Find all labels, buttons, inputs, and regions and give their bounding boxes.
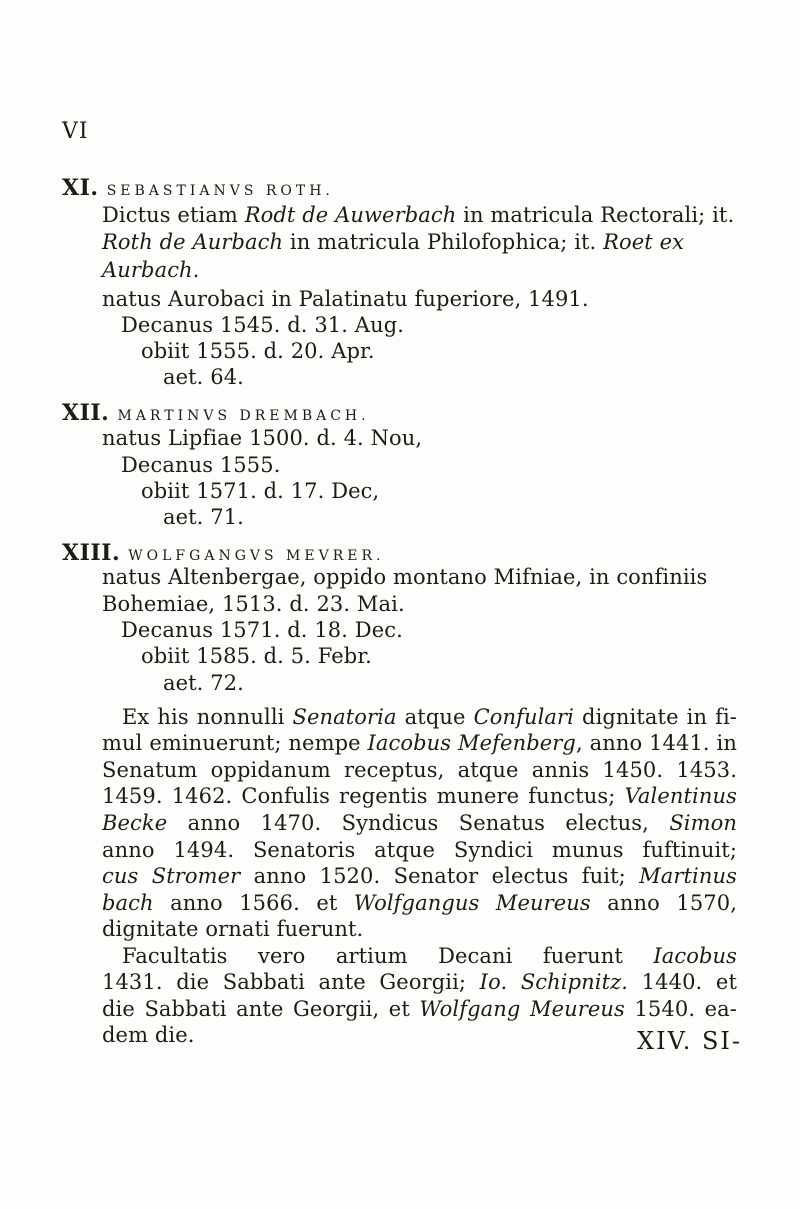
italic-run: Wolfgangus Meureus: [353, 891, 591, 915]
text-run: Decanus 1571. d. 18. Dec.: [121, 618, 403, 642]
entry-line: [102, 200, 734, 230]
text-run: in matricula Rectorali; it.: [456, 203, 735, 227]
entry-numeral: XII.: [62, 400, 118, 426]
entry-line: [163, 668, 244, 698]
entry-line: [102, 562, 707, 592]
text-run: aet. 71.: [163, 505, 244, 529]
text-run: aet. 72.: [163, 671, 244, 695]
text-run: anno 1520. Senator electus fuit;: [240, 864, 640, 888]
entry-name: MARTINVS DREMBACH.: [117, 408, 370, 424]
paragraph-line: [102, 781, 737, 811]
text-run: obiit 1571. d. 17. Dec,: [141, 479, 380, 503]
text-run: obiit 1585. d. 5. Febr.: [141, 644, 372, 668]
paragraph-line: [102, 1020, 195, 1050]
italic-run: Wolfgang Meureus: [419, 997, 625, 1021]
italic-run: Simon: [669, 811, 737, 835]
text-run: Decanus 1545. d. 31. Aug.: [121, 313, 405, 337]
text-run: anno 1566. et: [153, 891, 354, 915]
text-run: 1540. ea-: [624, 997, 737, 1021]
text-run: in matricula Philofophica; it.: [283, 230, 604, 254]
text-run: dignitate ornati fuerunt.: [102, 917, 364, 941]
text-run: aet. 64.: [163, 365, 244, 389]
text-run: 1440. et: [641, 970, 737, 994]
italic-run: cus Stromer: [102, 864, 241, 888]
text-run: natus Aurobaci in Palatinatu fuperiore, 1491.: [102, 287, 589, 311]
paragraph-line: [102, 861, 737, 891]
paragraph-line: [102, 994, 737, 1024]
italic-run: Becke: [102, 811, 168, 835]
italic-run: Aurbach.: [102, 258, 200, 282]
italic-run: Confulari: [473, 705, 574, 729]
text-run: dem die.: [102, 1023, 195, 1047]
italic-run: Rodt de Auwerbach: [244, 203, 457, 227]
text-run: natus Altenbergae, oppido montano Mifniae, in confiniis: [102, 565, 708, 589]
italic-run: Iacobus: [653, 944, 737, 968]
entry-line: [141, 641, 372, 671]
text-run: atque: [396, 705, 474, 729]
paragraph-line: [102, 914, 363, 944]
page-number: VI: [62, 119, 89, 144]
entry-line: [163, 362, 244, 392]
italic-run: Roet ex: [603, 230, 685, 254]
entry-name: SEBASTIANVS ROTH.: [106, 183, 334, 199]
text-run: dignitate in fi-: [574, 705, 737, 729]
entry-line: [163, 502, 244, 532]
entry-line: [102, 423, 422, 453]
italic-run: Io. Schipnitz.: [479, 970, 629, 994]
text-run: anno 1470. Syndicus Senatus electus,: [167, 811, 670, 835]
catchword: XIV. SI-: [637, 1027, 742, 1055]
entry-numeral: XIII.: [62, 540, 129, 566]
text-run: Dictus etiam: [102, 203, 245, 227]
entry-line: [102, 255, 199, 285]
italic-run: Martinus: [639, 864, 737, 888]
italic-run: Valentinus: [624, 784, 737, 808]
text-run: Bohemiae, 1513. d. 23. Mai.: [102, 592, 405, 616]
italic-run: Roth de Aurbach: [102, 230, 284, 254]
italic-run: Iacobus Mefenberg: [367, 731, 576, 755]
text-run: 1431. die Sabbati ante Georgii;: [102, 970, 480, 994]
italic-run: Senatoria: [292, 705, 397, 729]
text-run: obiit 1555. d. 20. Apr.: [141, 339, 375, 363]
text-run: mul eminuerunt; nempe: [102, 731, 368, 755]
text-run: Decanus 1555.: [121, 453, 281, 477]
paragraph-line: [102, 808, 737, 838]
text-run: anno 1570,: [607, 891, 737, 915]
text-run: natus Lipfiae 1500. d. 4. Nou,: [102, 426, 423, 450]
text-run: die Sabbati ante Georgii, et: [102, 997, 420, 1021]
paragraph-line: [102, 967, 737, 997]
text-run: Senatum oppidanum receptus, atque annis 1450. 1453.: [102, 758, 737, 782]
paragraph-line: [102, 728, 737, 758]
text-run: Ex his nonnulli: [122, 705, 293, 729]
entry-numeral: XI.: [62, 175, 107, 201]
entry-name: WOLFGANGVS MEVRER.: [128, 548, 385, 564]
text-run: anno 1494. Senatoris atque Syndici munus fuftinuit;: [102, 838, 737, 862]
entry-line: [102, 227, 684, 257]
text-run: Facultatis vero artium Decani fuerunt: [122, 944, 654, 968]
text-run: , anno 1441. in: [575, 731, 737, 755]
text-run: 1459. 1462. Confulis regentis munere functus;: [102, 784, 625, 808]
italic-run: bach: [102, 891, 154, 915]
